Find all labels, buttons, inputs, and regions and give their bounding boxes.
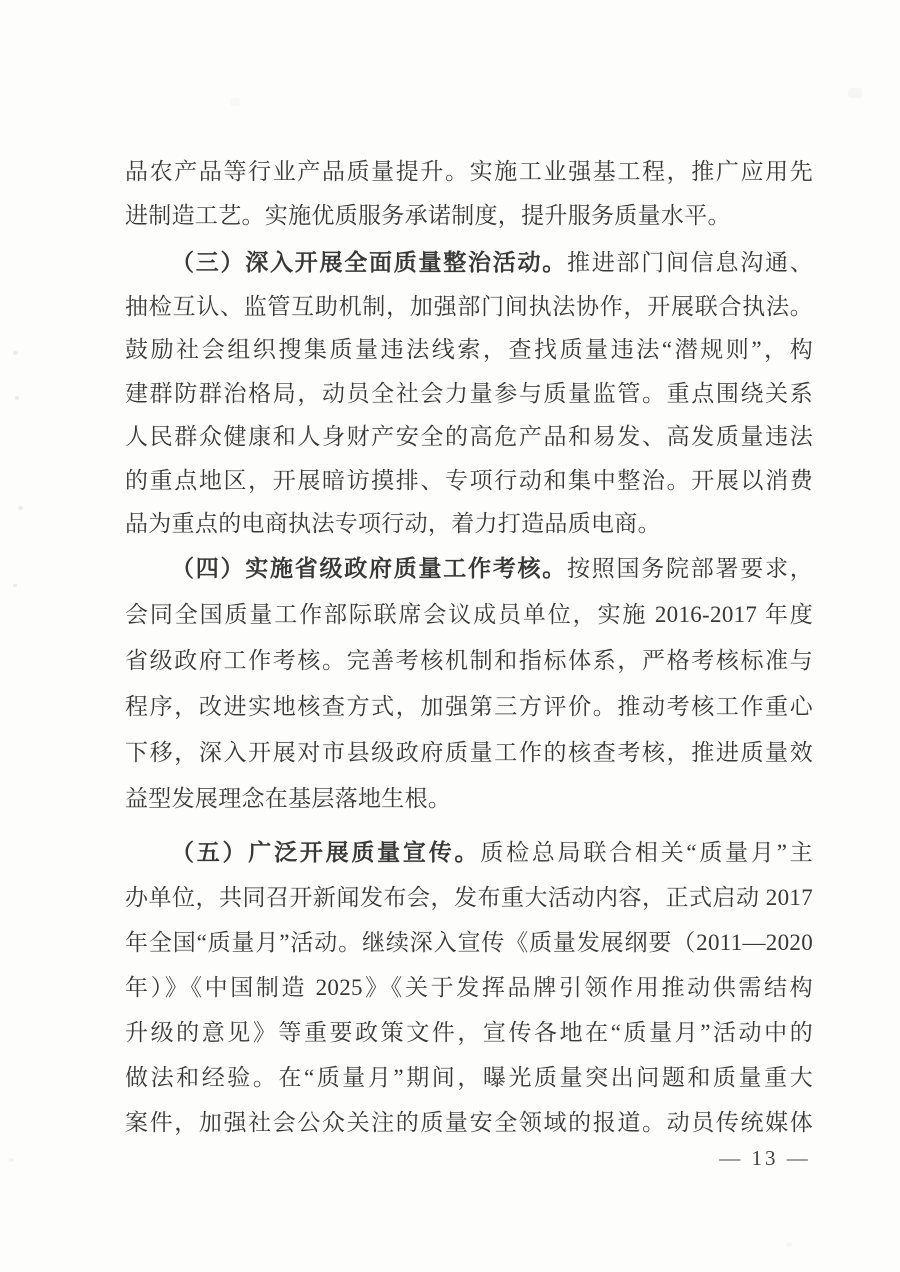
scan-speck [13, 584, 17, 587]
text-line: 年全国“质量月”活动。继续深入宣传《质量发展纲要（2011—2020 [125, 929, 813, 955]
paragraph-section-3 [125, 241, 813, 546]
document-body [125, 150, 813, 1145]
scan-speck [9, 1158, 14, 1162]
scan-speck [13, 351, 18, 355]
page-number: — 13 — [719, 1146, 811, 1170]
section-heading-bold: （五）广泛开展质量宣传。 [171, 839, 481, 865]
text-line: 案件，加强社会公众关注的质量安全领域的报道。动员传统媒体 [125, 1109, 813, 1135]
text-line: 程序，改进实地核查方式，加强第三方评价。推动考核工作重心 [125, 693, 813, 719]
text-line: 进制造工艺。实施优质服务承诺制度，提升服务质量水平。 [125, 202, 731, 228]
scan-smudge [230, 98, 240, 106]
section-heading-bold: （四）实施省级政府质量工作考核。 [171, 555, 567, 581]
text-line: 下移，深入开展对市县级政府质量工作的核查考核，推进质量效 [125, 739, 813, 765]
text-line: 品农产品等行业产品质量提升。实施工业强基工程，推广应用先 [125, 159, 813, 184]
text-line: 建群防群治格局，动员全社会力量参与质量监管。重点围绕关系 [125, 380, 813, 406]
scan-smudge [848, 88, 862, 98]
paragraph-section-5 [125, 830, 813, 1145]
text-line: 会同全国质量工作部际联席会议成员单位，实施 2016-2017 年度 [125, 601, 813, 627]
text-line: 升级的意见》等重要政策文件，宣传各地在“质量月”活动中的 [125, 1019, 813, 1045]
text-line: 人民群众健康和人身财产安全的高危产品和易发、高发质量违法 [125, 424, 813, 449]
section-heading-line [125, 241, 813, 285]
section-heading-line [125, 830, 813, 875]
scan-speck [15, 396, 19, 400]
text-line: 办单位，共同召开新闻发布会，发布重大活动内容，正式启动 2017 [125, 884, 813, 910]
text-line: 的重点地区，开展暗访摸排、专项行动和集中整治。开展以消费 [125, 467, 813, 493]
text-line: 做法和经验。在“质量月”期间，曝光质量突出问题和质量重大 [125, 1064, 813, 1090]
section-text: 按照国务院部署要求， [566, 555, 813, 581]
text-line: 年）》《中国制造 2025》《关于发挥品牌引领作用推动供需结构 [125, 974, 813, 1000]
text-line: 抽检互认、监管互助机制，加强部门间执法协作，开展联合执法。 [125, 293, 813, 319]
section-text: 质检总局联合相关“质量月”主 [480, 839, 813, 865]
text-line: 鼓励社会组织搜集质量违法线索，查找质量违法“潜规则”，构 [125, 337, 813, 362]
scan-speck [18, 506, 23, 510]
section-text: 推进部门间信息沟通、 [566, 250, 813, 275]
paragraph-section-4 [125, 546, 813, 822]
section-heading-bold: （三）深入开展全面质量整治活动。 [171, 250, 567, 275]
section-heading-line [125, 546, 813, 592]
text-line: 省级政府工作考核。完善考核机制和指标体系，严格考核标准与 [125, 647, 813, 673]
scan-speck [786, 1242, 792, 1247]
text-line: 益型发展理念在基层落地生根。 [125, 785, 452, 811]
paragraph-continuation [125, 150, 813, 237]
text-line: 品为重点的电商执法专项行动，着力打造品质电商。 [125, 511, 661, 536]
